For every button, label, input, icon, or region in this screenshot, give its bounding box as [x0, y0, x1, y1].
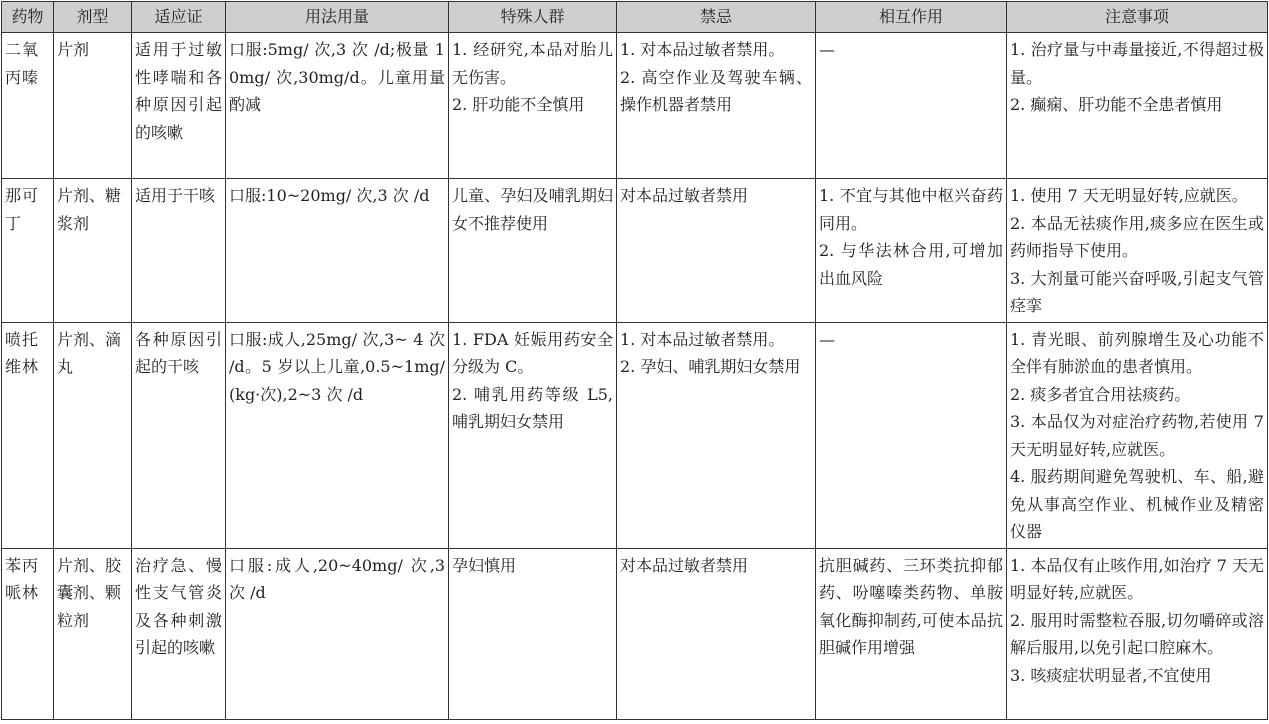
- interaction-cell: [816, 548, 1007, 719]
- drug-table: [1, 1, 1268, 720]
- table-row: [2, 179, 1268, 323]
- notes-line: 1. 使用 7 天无明显好转,应就医。: [1010, 186, 1248, 205]
- dosage-cell: 口服:成人,20~40mg/ 次,3 次 /d: [226, 548, 449, 719]
- notes-cell: [1007, 548, 1268, 719]
- indication-cell: 治疗急、慢性支气管炎及各种刺激引起的咳嗽: [132, 548, 226, 719]
- interaction-cell: [816, 322, 1007, 548]
- header-notes: 注意事项: [1007, 2, 1268, 33]
- notes-line: 1. 本品仅有止咳作用,如治疗 7 天无明显好转,应就医。: [1010, 555, 1264, 602]
- interaction-line: 2. 与华法林合用,可增加出血风险: [819, 241, 1003, 288]
- notes-line: 2. 癫痫、肝功能不全患者慎用: [1010, 95, 1223, 114]
- header-form: 剂型: [54, 2, 132, 33]
- page: [0, 1, 1269, 724]
- notes-line: 2. 痰多者宜合用祛痰药。: [1010, 384, 1191, 404]
- table-row: [2, 322, 1268, 548]
- header-special-population: 特殊人群: [449, 2, 617, 33]
- header-interaction: 相互作用: [816, 2, 1007, 33]
- table-row: [2, 548, 1268, 719]
- special-population-cell: [449, 322, 617, 548]
- contra-line: 对本品过敏者禁用: [620, 186, 749, 205]
- form-cell: 片剂、滴丸: [54, 322, 132, 548]
- notes-cell: [1007, 179, 1268, 323]
- interaction-line: 抗胆碱药、三环类抗抑郁药、吩噻嗪类药物、单胺氧化酶抑制药,可使本品抗胆碱作用增强: [819, 555, 1003, 657]
- interaction-cell: [816, 179, 1007, 323]
- notes-line: 1. 治疗量与中毒量接近,不得超过极量。: [1010, 40, 1264, 87]
- interaction-line: 1. 不宜与其他中枢兴奋药同用。: [819, 186, 1003, 233]
- interaction-line: —: [819, 329, 835, 349]
- special-line: 1. FDA 妊娠用药安全分级为 C。: [452, 329, 613, 376]
- notes-line: 3. 本品仅为对症治疗药物,若使用 7 天无明显好转,应就医。: [1010, 412, 1264, 459]
- notes-cell: [1007, 322, 1268, 548]
- header-contraindication: 禁忌: [617, 2, 816, 33]
- interaction-cell: [816, 33, 1007, 179]
- drug-cell: 二氧丙嗪: [2, 33, 54, 179]
- notes-line: 4. 服药期间避免驾驶机、车、船,避免从事高空作业、机械作业及精密仪器: [1010, 467, 1264, 541]
- contra-line: 1. 对本品过敏者禁用。: [620, 40, 785, 59]
- form-cell: 片剂、糖浆剂: [54, 179, 132, 323]
- special-line: 2. 哺乳用药等级 L5,哺乳期妇女禁用: [452, 384, 613, 431]
- notes-line: 3. 咳痰症状明显者,不宜使用: [1010, 665, 1212, 685]
- contra-line: 2. 高空作业及驾驶车辆、操作机器者禁用: [620, 67, 812, 114]
- indication-cell: 适用于干咳: [132, 179, 226, 323]
- special-line: 1. 经研究,本品对胎儿无伤害。: [452, 40, 613, 87]
- dosage-cell: 口服:5mg/ 次,3 次 /d;极量 10mg/ 次,30mg/d。儿童用量酌减: [226, 33, 449, 179]
- special-population-cell: [449, 548, 617, 719]
- dosage-cell: 口服:10~20mg/ 次,3 次 /d: [226, 179, 449, 323]
- special-population-cell: [449, 33, 617, 179]
- special-line: 孕妇慎用: [452, 555, 517, 575]
- contraindication-cell: [617, 179, 816, 323]
- header-row: [2, 2, 1268, 33]
- indication-cell: 各种原因引起的干咳: [132, 322, 226, 548]
- special-population-cell: [449, 179, 617, 323]
- contra-line: 对本品过敏者禁用: [620, 555, 749, 575]
- special-line: 儿童、孕妇及哺乳期妇女不推荐使用: [452, 186, 613, 233]
- notes-cell: [1007, 33, 1268, 179]
- contraindication-cell: [617, 33, 816, 179]
- contra-line: 1. 对本品过敏者禁用。: [620, 329, 785, 349]
- table-row: [2, 33, 1268, 179]
- form-cell: 片剂、胶囊剂、颗粒剂: [54, 548, 132, 719]
- special-line: 2. 肝功能不全慎用: [452, 95, 585, 114]
- form-cell: 片剂: [54, 33, 132, 179]
- contra-line: 2. 孕妇、哺乳期妇女禁用: [620, 357, 801, 376]
- header-drug: 药物: [2, 2, 54, 33]
- contraindication-cell: [617, 548, 816, 719]
- indication-cell: 适用于过敏性哮喘和各种原因引起的咳嗽: [132, 33, 226, 179]
- interaction-line: —: [819, 40, 835, 59]
- drug-cell: 喷托维林: [2, 322, 54, 548]
- drug-cell: 苯丙哌林: [2, 548, 54, 719]
- contraindication-cell: [617, 322, 816, 548]
- notes-line: 3. 大剂量可能兴奋呼吸,引起支气管痉挛: [1010, 268, 1264, 315]
- header-indication: 适应证: [132, 2, 226, 33]
- notes-line: 2. 服用时需整粒吞服,切勿嚼碎或溶解后服用,以免引起口腔麻木。: [1010, 610, 1264, 657]
- notes-line: 2. 本品无祛痰作用,痰多应在医生或药师指导下使用。: [1010, 213, 1264, 260]
- notes-line: 1. 青光眼、前列腺增生及心功能不全伴有肺淤血的患者慎用。: [1010, 329, 1264, 376]
- header-dosage: 用法用量: [226, 2, 449, 33]
- dosage-cell: 口服:成人,25mg/ 次,3~ 4 次 /d。5 岁以上儿童,0.5~1mg/(kg·次),2~3 次 /d: [226, 322, 449, 548]
- drug-cell: 那可丁: [2, 179, 54, 323]
